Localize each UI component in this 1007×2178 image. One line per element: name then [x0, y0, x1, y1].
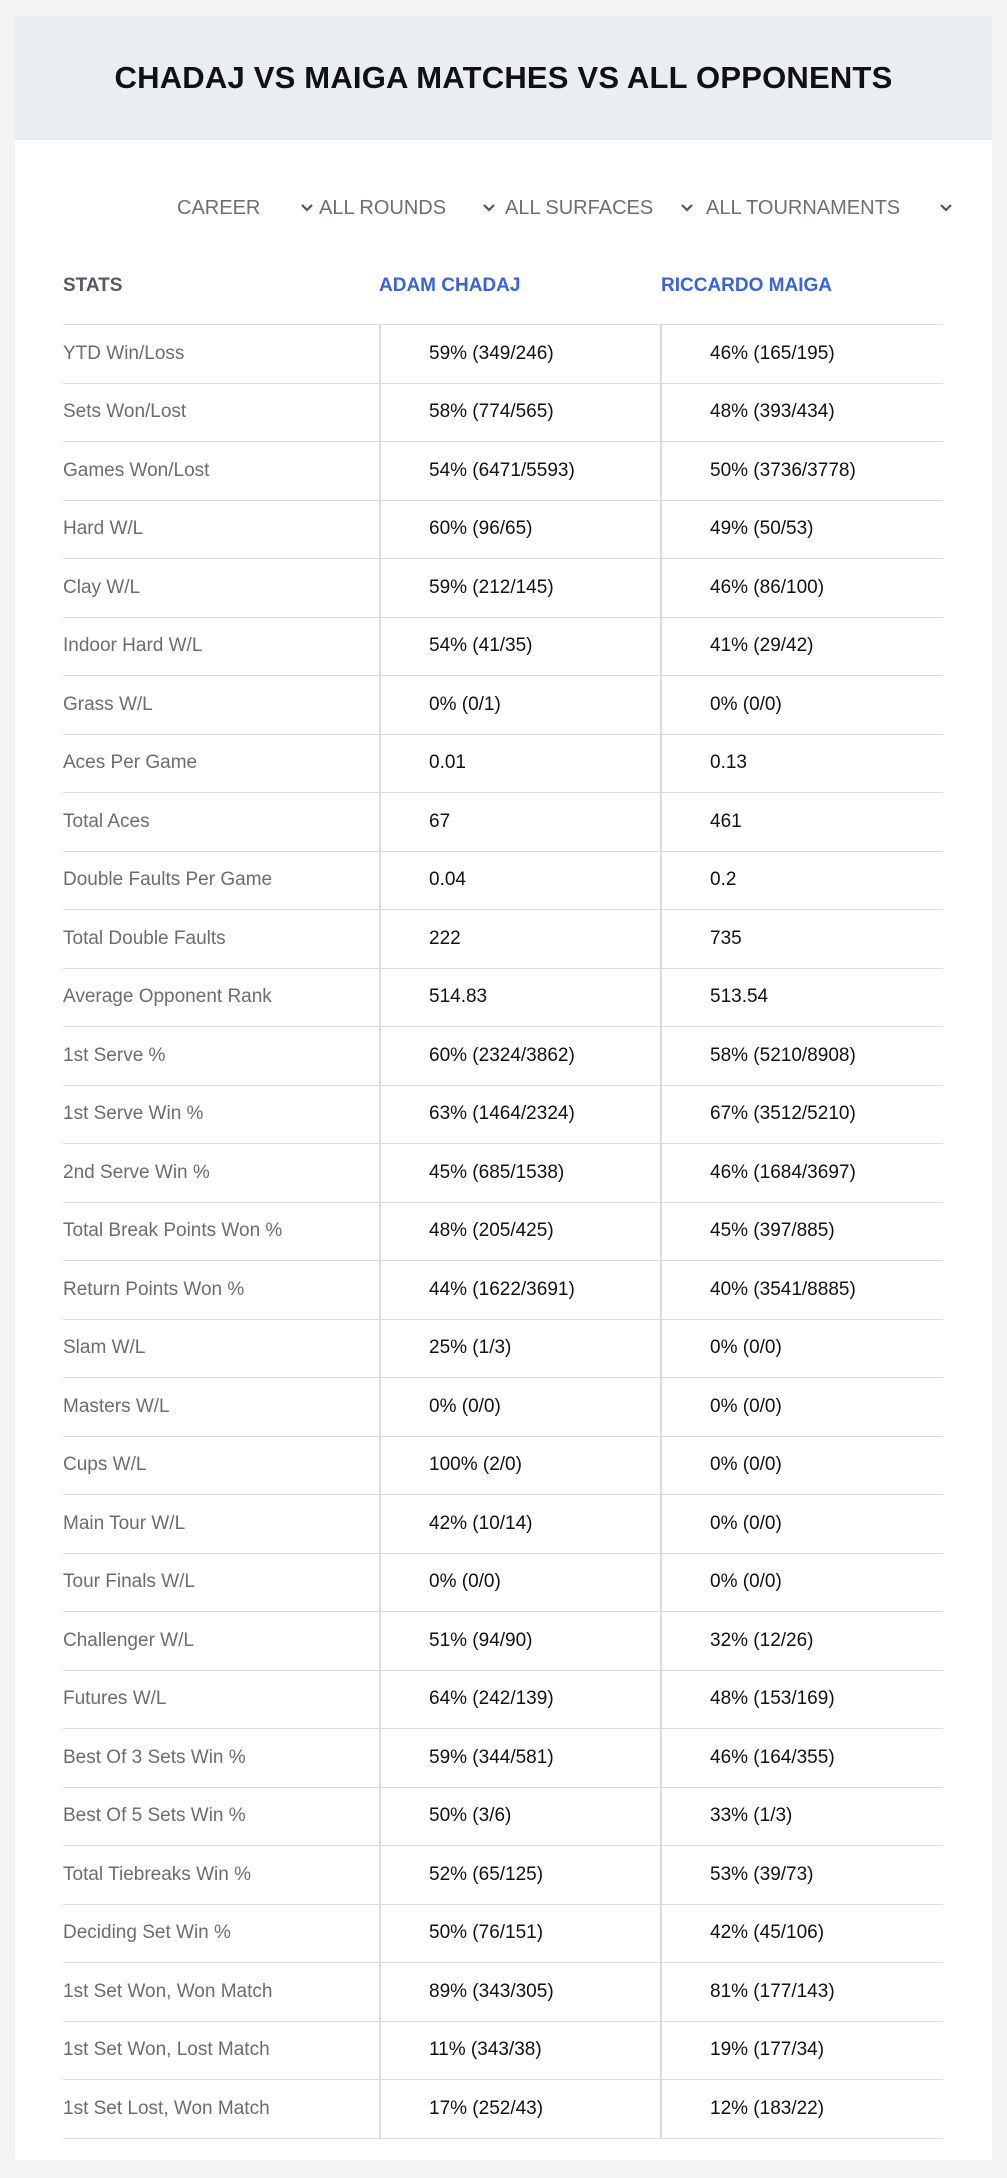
table-row: [63, 1963, 943, 2022]
player2-value: 49% (50/53): [660, 501, 943, 559]
player1-value: 50% (76/151): [379, 1905, 660, 1963]
column-header-player1-link[interactable]: ADAM CHADAJ: [379, 275, 521, 296]
player1-value: 54% (41/35): [379, 618, 660, 676]
filter-surfaces-value: ALL SURFACES: [505, 196, 654, 219]
player1-value: 11% (343/38): [379, 2022, 660, 2080]
chevron-down-icon: [936, 198, 956, 218]
filter-rounds-value: ALL ROUNDS: [319, 196, 447, 219]
player2-value: 41% (29/42): [660, 618, 943, 676]
stat-label: Average Opponent Rank: [63, 986, 272, 1008]
stat-label: YTD Win/Loss: [63, 342, 185, 364]
stat-label: Games Won/Lost: [63, 459, 210, 481]
player1-value: 52% (65/125): [379, 1846, 660, 1904]
table-row: [63, 501, 943, 560]
player2-value: 0.2: [660, 852, 943, 910]
chevron-down-icon: [677, 198, 697, 218]
player1-value: 514.83: [379, 969, 660, 1027]
stat-label: Total Break Points Won %: [63, 1220, 283, 1242]
page-title: CHADAJ VS MAIGA MATCHES VS ALL OPPONENTS: [114, 60, 893, 95]
player2-value: 46% (165/195): [660, 325, 943, 383]
stats-table: [63, 248, 943, 2139]
stat-label: 2nd Serve Win %: [63, 1161, 210, 1183]
player2-value: 461: [660, 793, 943, 851]
player2-value: 33% (1/3): [660, 1788, 943, 1846]
player1-value: 42% (10/14): [379, 1495, 660, 1553]
stat-label: Hard W/L: [63, 518, 144, 540]
stat-label: Return Points Won %: [63, 1278, 245, 1300]
player2-value: 53% (39/73): [660, 1846, 943, 1904]
player2-value: 40% (3541/8885): [660, 1261, 943, 1319]
table-row: [63, 910, 943, 969]
table-row: [63, 618, 943, 677]
player1-value: 60% (96/65): [379, 501, 660, 559]
player2-value: 67% (3512/5210): [660, 1086, 943, 1144]
player1-value: 45% (685/1538): [379, 1144, 660, 1202]
table-header: [63, 248, 943, 325]
chevron-down-icon: [479, 198, 499, 218]
player1-value: 0.04: [379, 852, 660, 910]
stat-label: Best Of 3 Sets Win %: [63, 1746, 246, 1768]
stat-label: Aces Per Game: [63, 752, 198, 774]
player2-value: 0% (0/0): [660, 1378, 943, 1436]
player2-value: 46% (1684/3697): [660, 1144, 943, 1202]
player1-value: 58% (774/565): [379, 384, 660, 442]
stat-label: Total Aces: [63, 810, 150, 832]
player1-value: 89% (343/305): [379, 1963, 660, 2021]
player2-value: 12% (183/22): [660, 2080, 943, 2138]
table-row: [63, 384, 943, 443]
player1-value: 60% (2324/3862): [379, 1027, 660, 1085]
player1-value: 59% (349/246): [379, 325, 660, 383]
stat-label: Grass W/L: [63, 693, 153, 715]
player2-value: 0% (0/0): [660, 1495, 943, 1553]
stat-label: Indoor Hard W/L: [63, 635, 203, 657]
player1-value: 50% (3/6): [379, 1788, 660, 1846]
filter-period-select[interactable]: [177, 188, 317, 228]
column-header-stats: STATS: [63, 275, 123, 296]
player2-value: 0% (0/0): [660, 1320, 943, 1378]
table-row: [63, 1144, 943, 1203]
player1-value: 222: [379, 910, 660, 968]
player1-value: 25% (1/3): [379, 1320, 660, 1378]
stat-label: 1st Set Won, Lost Match: [63, 2039, 270, 2061]
player1-value: 44% (1622/3691): [379, 1261, 660, 1319]
stat-label: Challenger W/L: [63, 1629, 194, 1651]
player2-value: 19% (177/34): [660, 2022, 943, 2080]
table-row: [63, 852, 943, 911]
table-row: [63, 1027, 943, 1086]
player1-value: 0% (0/0): [379, 1378, 660, 1436]
table-row: [63, 1554, 943, 1613]
stat-label: Best Of 5 Sets Win %: [63, 1805, 246, 1827]
player2-value: 46% (86/100): [660, 559, 943, 617]
table-row: [63, 1203, 943, 1262]
player2-value: 0.13: [660, 735, 943, 793]
table-row: [63, 1261, 943, 1320]
table-row: [63, 1378, 943, 1437]
player1-value: 59% (212/145): [379, 559, 660, 617]
table-row: [63, 2022, 943, 2081]
stat-label: 1st Serve Win %: [63, 1103, 204, 1125]
player2-value: 735: [660, 910, 943, 968]
table-row: [63, 442, 943, 501]
player1-value: 0% (0/1): [379, 676, 660, 734]
table-row: [63, 1729, 943, 1788]
stat-label: Cups W/L: [63, 1454, 147, 1476]
player2-value: 45% (397/885): [660, 1203, 943, 1261]
player1-value: 67: [379, 793, 660, 851]
table-body: [63, 325, 943, 2139]
player2-value: 50% (3736/3778): [660, 442, 943, 500]
table-row: [63, 2080, 943, 2139]
stats-card: [15, 16, 992, 2160]
stat-label: Deciding Set Win %: [63, 1922, 231, 1944]
table-row: [63, 1846, 943, 1905]
player1-value: 51% (94/90): [379, 1612, 660, 1670]
table-row: [63, 676, 943, 735]
table-row: [63, 559, 943, 618]
table-row: [63, 793, 943, 852]
stat-label: Futures W/L: [63, 1688, 167, 1710]
table-row: [63, 1437, 943, 1496]
column-header-player2-link[interactable]: RICCARDO MAIGA: [661, 275, 832, 296]
player2-value: 0% (0/0): [660, 676, 943, 734]
player1-value: 63% (1464/2324): [379, 1086, 660, 1144]
player2-value: 81% (177/143): [660, 1963, 943, 2021]
player1-value: 59% (344/581): [379, 1729, 660, 1787]
filter-period-value: CAREER: [177, 196, 261, 219]
stat-label: Slam W/L: [63, 1337, 146, 1359]
player1-value: 64% (242/139): [379, 1671, 660, 1729]
stat-label: Tour Finals W/L: [63, 1571, 195, 1593]
stat-label: Double Faults Per Game: [63, 869, 273, 891]
stat-label: 1st Serve %: [63, 1044, 166, 1066]
filter-tournaments-value: ALL TOURNAMENTS: [706, 196, 901, 219]
table-row: [63, 1320, 943, 1379]
table-row: [63, 1671, 943, 1730]
player2-value: 0% (0/0): [660, 1554, 943, 1612]
table-row: [63, 969, 943, 1028]
filter-rounds-select[interactable]: [319, 188, 499, 228]
filter-surfaces-select[interactable]: [505, 188, 697, 228]
chevron-down-icon: [297, 198, 317, 218]
filter-bar: [15, 188, 992, 228]
table-row: [63, 1788, 943, 1847]
player2-value: 48% (393/434): [660, 384, 943, 442]
page-header: [15, 16, 992, 140]
player2-value: 48% (153/169): [660, 1671, 943, 1729]
stat-label: 1st Set Won, Won Match: [63, 1980, 273, 2002]
stat-label: Total Double Faults: [63, 927, 226, 949]
player1-value: 0.01: [379, 735, 660, 793]
player2-value: 42% (45/106): [660, 1905, 943, 1963]
table-row: [63, 1086, 943, 1145]
player2-value: 46% (164/355): [660, 1729, 943, 1787]
player2-value: 58% (5210/8908): [660, 1027, 943, 1085]
table-row: [63, 325, 943, 384]
player2-value: 32% (12/26): [660, 1612, 943, 1670]
stat-label: Clay W/L: [63, 576, 141, 598]
player1-value: 17% (252/43): [379, 2080, 660, 2138]
table-row: [63, 1495, 943, 1554]
table-row: [63, 1905, 943, 1964]
stat-label: Sets Won/Lost: [63, 401, 187, 423]
stat-label: Masters W/L: [63, 1395, 170, 1417]
player1-value: 0% (0/0): [379, 1554, 660, 1612]
filter-tournaments-select[interactable]: [706, 188, 956, 228]
stat-label: Total Tiebreaks Win %: [63, 1863, 251, 1885]
player2-value: 513.54: [660, 969, 943, 1027]
table-row: [63, 735, 943, 794]
player1-value: 48% (205/425): [379, 1203, 660, 1261]
stat-label: Main Tour W/L: [63, 1512, 186, 1534]
player1-value: 100% (2/0): [379, 1437, 660, 1495]
table-row: [63, 1612, 943, 1671]
player2-value: 0% (0/0): [660, 1437, 943, 1495]
player1-value: 54% (6471/5593): [379, 442, 660, 500]
stat-label: 1st Set Lost, Won Match: [63, 2097, 270, 2119]
